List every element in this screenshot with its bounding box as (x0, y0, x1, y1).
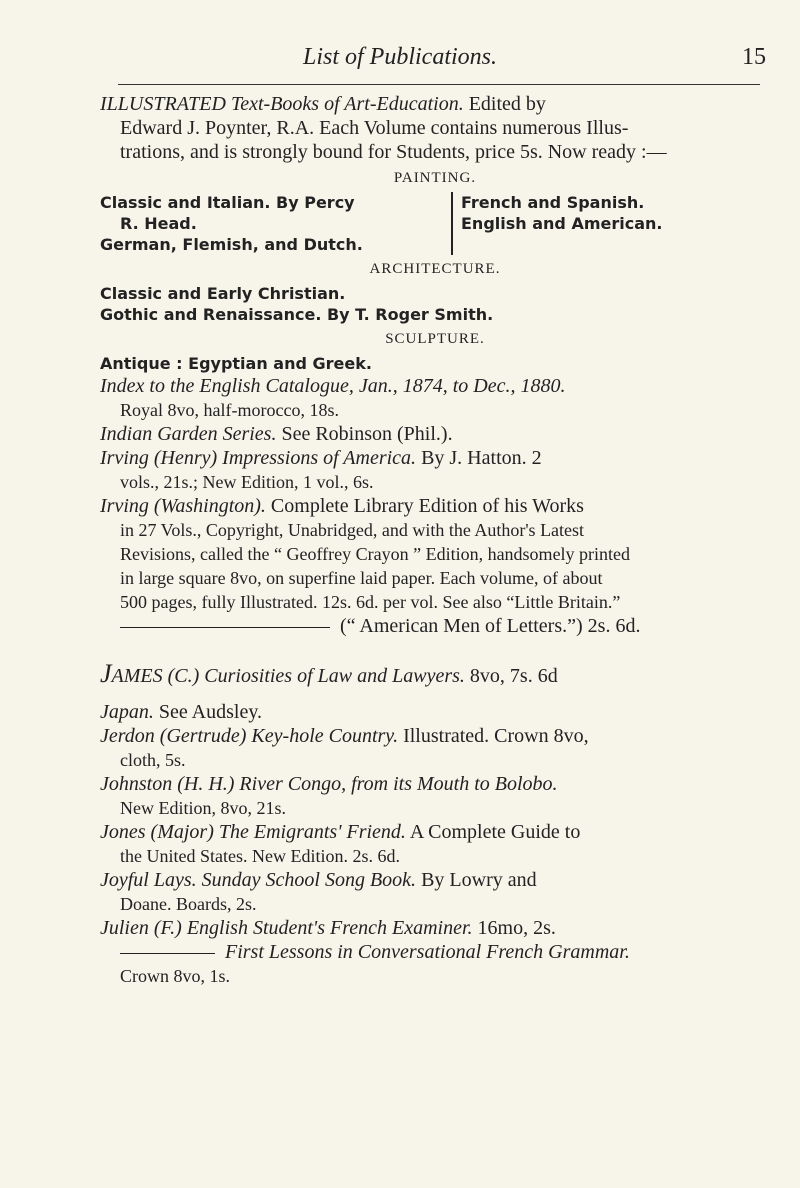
header-rule (118, 84, 760, 85)
entry-line: New Edition, 8vo, 21s. (120, 798, 286, 818)
entry-line: vols., 21s.; New Edition, 1 vol., 6s. (120, 472, 374, 492)
page-title: List of Publications. (302, 44, 497, 70)
entry-text: See Robinson (Phil.). (276, 423, 453, 445)
list-item: German, Flemish, and Dutch. (100, 235, 363, 254)
entry-line: the United States. New Edition. 2s. 6d. (120, 846, 400, 866)
entry-title: Irving (Henry) Impressions of America. (100, 447, 417, 469)
entry-title: Indian Garden Series. (100, 423, 277, 445)
section-gap (100, 638, 770, 662)
painting-right-column (453, 192, 662, 255)
entry-indian-garden (100, 422, 770, 446)
entry-line: in large square 8vo, on superfine laid paper. Each volume, of about (120, 568, 603, 588)
entry-text: 16mo, 2s. (472, 917, 556, 939)
ditto-dash (120, 953, 215, 954)
entry-line (100, 614, 770, 638)
entry-johnston (100, 772, 770, 820)
entry-text: Edited by (463, 93, 546, 115)
entry-line: trations, and is strongly bound for Students, price 5s. Now ready :— (120, 141, 667, 163)
ditto-dash (120, 627, 330, 628)
entry-text: Illustrated. Crown 8vo, (398, 725, 589, 747)
entry-title: Irving (Washington). (100, 495, 266, 517)
painting-left-column (100, 192, 453, 255)
entry-title: Julien (F.) English Student's French Examiner. (100, 917, 473, 939)
section-gap (100, 688, 770, 700)
entry-title: Joyful Lays. Sunday School Song Book. (100, 869, 417, 891)
entry-line: Edward J. Poynter, R.A. Each Volume contains numerous Illus- (120, 117, 629, 139)
entry-illustrated-text-books (100, 92, 770, 164)
entry-line: Royal 8vo, half-morocco, 18s. (120, 400, 339, 420)
entry-title: Japan. (100, 701, 154, 723)
entry-joyful-lays (100, 868, 770, 916)
entry-title: Index to the English Catalogue, Jan., 1874, to Dec., 1880. (100, 375, 566, 397)
dropcap-i: I (100, 93, 107, 115)
painting-list (100, 192, 770, 255)
entry-line: Crown 8vo, 1s. (120, 966, 231, 986)
entry-line: Doane. Boards, 2s. (120, 894, 257, 914)
list-item: Classic and Italian. By Percy (100, 193, 355, 212)
entry-text: By J. Hatton. 2 (416, 447, 542, 469)
entry-line: Revisions, called the “ Geoffrey Crayon ” Edition, handsomely printed (120, 544, 631, 564)
entry-title: Jerdon (Gertrude) Key-hole Country. (100, 725, 399, 747)
entry-irving-washington (100, 494, 770, 638)
entry-subtitle: First Lessons in Conversational French Grammar. (225, 941, 630, 963)
entry-title: LLUSTRATED Text-Books of Art-Education. (106, 93, 464, 115)
entry-index (100, 374, 770, 422)
entry-irving-henry (100, 446, 770, 494)
list-item: R. Head. (120, 214, 197, 233)
entry-line (100, 940, 770, 964)
section-head-painting: PAINTING. (393, 170, 477, 186)
list-item: Gothic and Renaissance. By T. Roger Smith. (100, 305, 494, 324)
entry-jones (100, 820, 770, 868)
dropcap-j: J (100, 659, 112, 688)
section-head-sculpture: SCULPTURE. (385, 331, 485, 347)
entry-james (100, 659, 770, 688)
section-head-architecture: ARCHITECTURE. (369, 261, 501, 277)
entry-line: cloth, 5s. (120, 750, 186, 770)
entry-title: AMES (C.) Curiosities of Law and Lawyers. (111, 665, 465, 687)
list-item: Antique : Egyptian and Greek. (100, 354, 372, 373)
entry-title: Johnston (H. H.) River Congo, from its Mouth to Bolobo. (100, 773, 558, 795)
entry-text: See Audsley. (153, 701, 263, 723)
entry-text: 8vo, 7s. 6d (464, 665, 558, 687)
list-item: Classic and Early Christian. (100, 284, 346, 303)
entry-text: Complete Library Edition of his Works (265, 495, 584, 517)
entry-line: in 27 Vols., Copyright, Unabridged, and with the Author's Latest (120, 520, 585, 540)
entry-text: By Lowry and (416, 869, 537, 891)
entry-japan (100, 700, 770, 724)
entry-text: A Complete Guide to (405, 821, 581, 843)
entry-text: (“ American Men of Letters.”) 2s. 6d. (340, 615, 641, 637)
page-number: 15 (742, 44, 766, 70)
entry-julien (100, 916, 770, 988)
entry-line: 500 pages, fully Illustrated. 12s. 6d. per vol. See also “Little Britain.” (120, 592, 621, 612)
list-item: English and American. (461, 214, 663, 233)
list-item: French and Spanish. (461, 193, 645, 212)
catalogue-entries (100, 92, 770, 988)
entry-title: Jones (Major) The Emigrants' Friend. (100, 821, 406, 843)
entry-jerdon (100, 724, 770, 772)
